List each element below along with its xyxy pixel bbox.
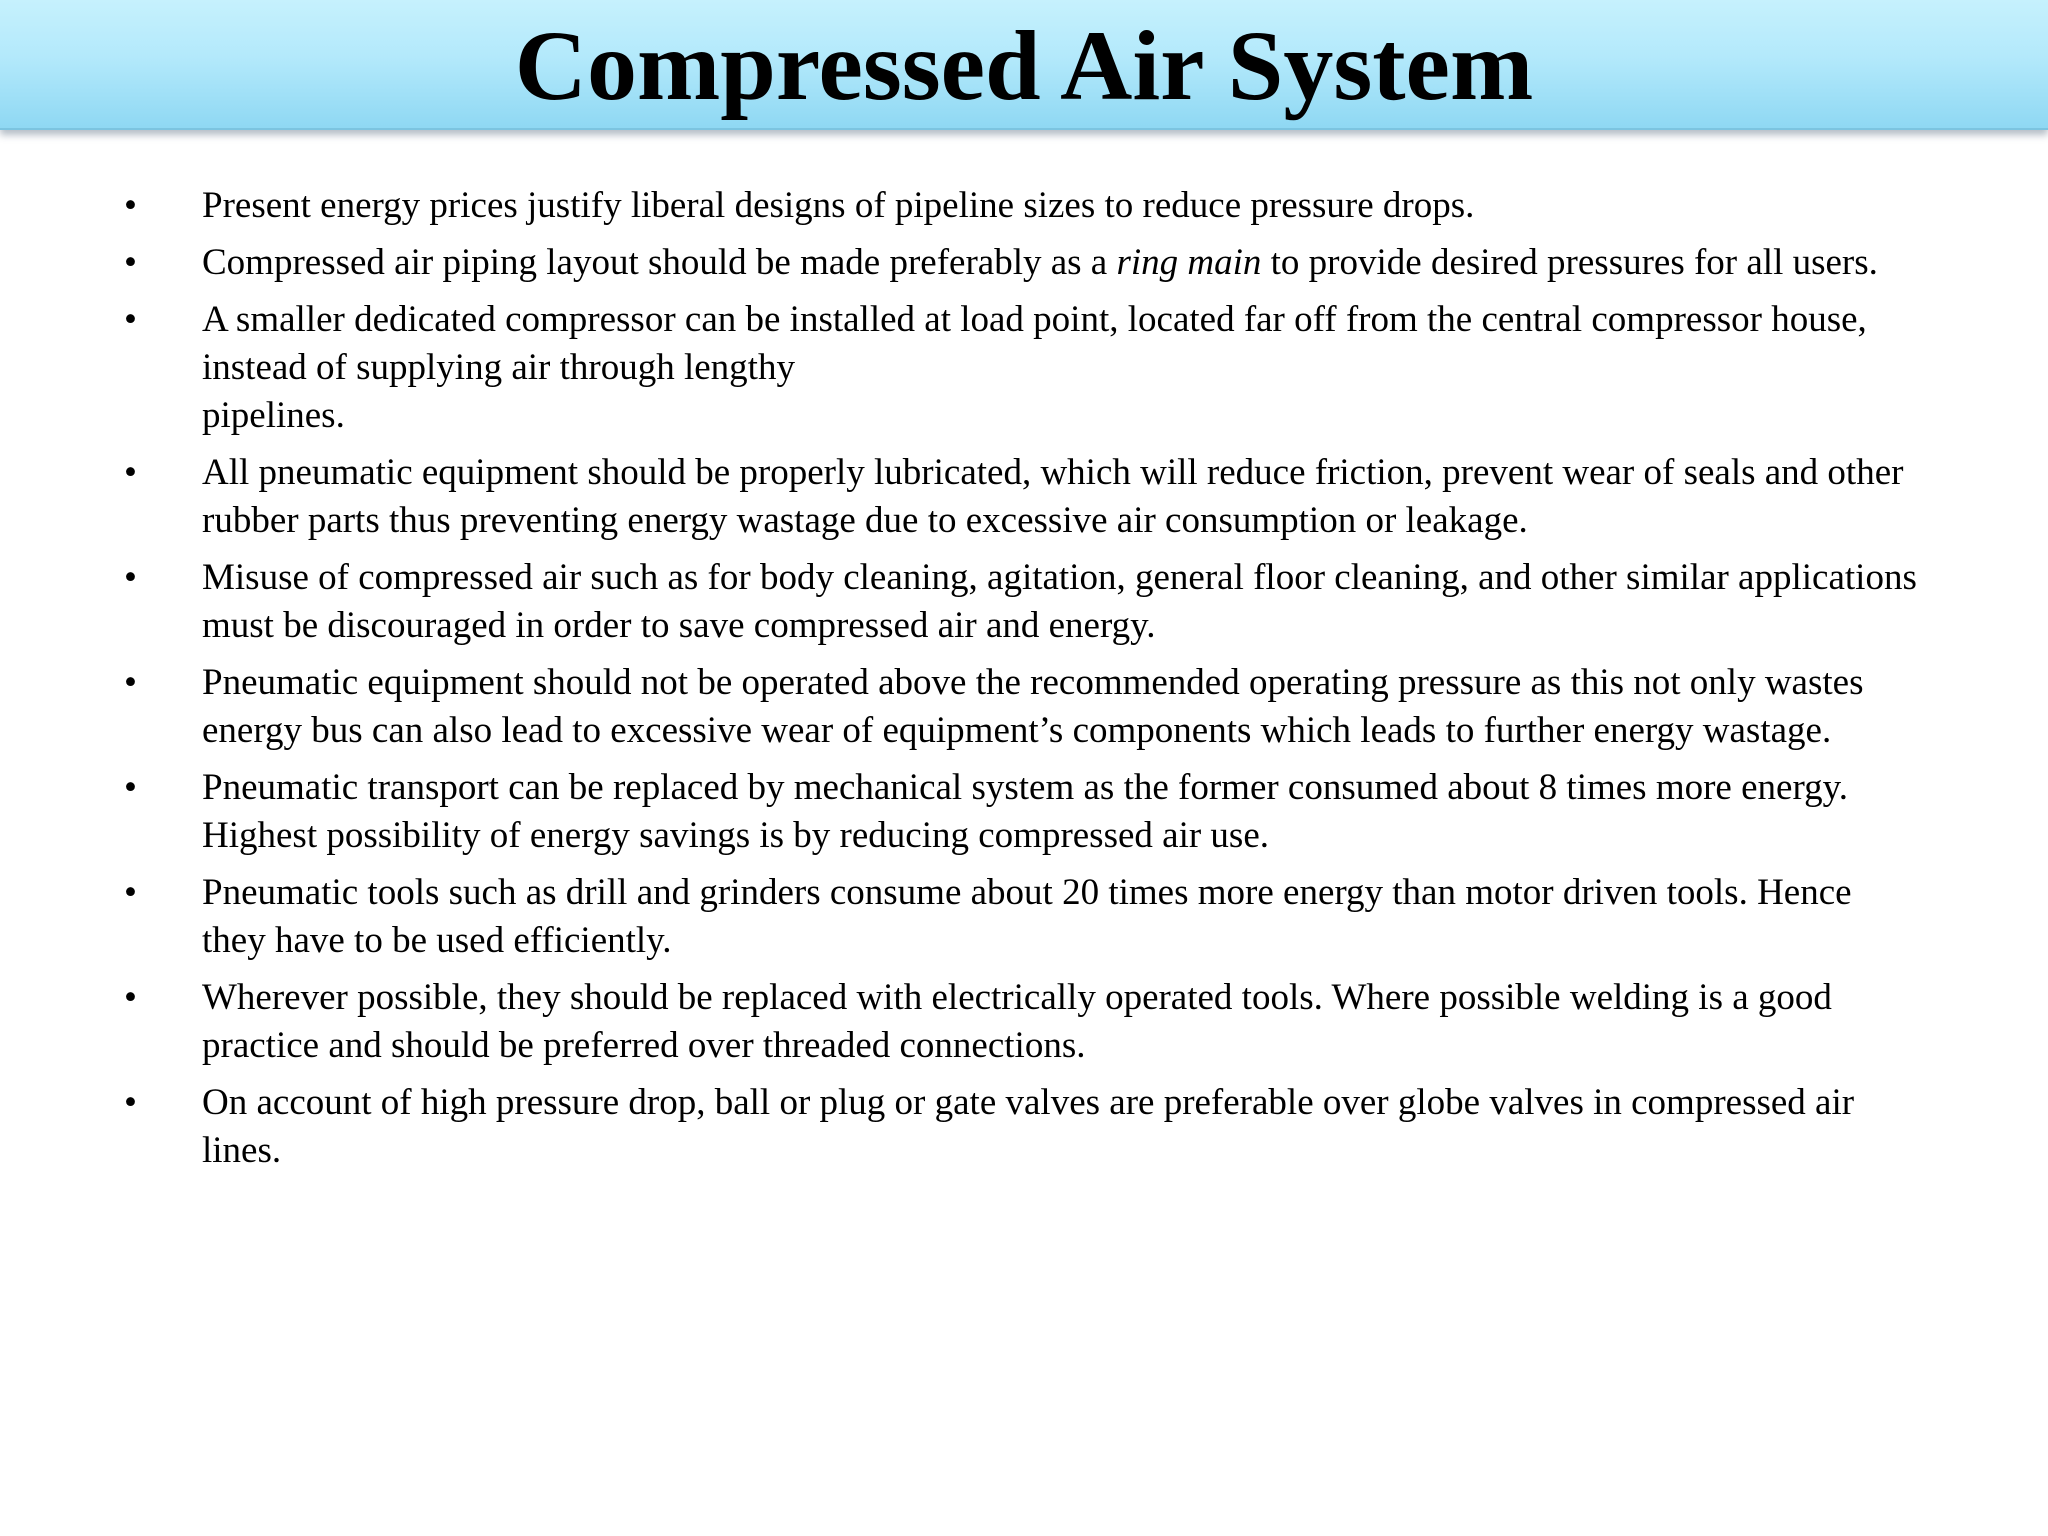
- bullet-item: [0, 659, 1922, 755]
- bullet-item: [0, 1079, 1922, 1175]
- slide-title: Compressed Air System: [514, 10, 1534, 121]
- bullet-dot-icon: •: [124, 185, 137, 226]
- bullet-text-part: Compressed air piping layout should be made preferably as a: [202, 242, 1117, 283]
- bullet-text: Pneumatic tools such as drill and grinders consume about 20 times more energy than motor driven tools. Hence they have to be used efficiently.: [202, 872, 1852, 961]
- bullet-text: Wherever possible, they should be replaced with electrically operated tools. Where possible welding is a good practice and should be preferred over threaded connections.: [202, 977, 1832, 1066]
- bullet-list: [0, 182, 2048, 1184]
- bullet-item: [0, 869, 1922, 965]
- bullet-text: Pneumatic equipment should not be operated above the recommended operating pressure as this not only wastes energy bus can also lead to excessive wear of equipment’s components which leads to further energy wastage.: [202, 662, 1864, 751]
- title-bar: [0, 0, 2048, 130]
- bullet-dot-icon: •: [124, 242, 137, 283]
- bullet-text: [202, 296, 1922, 440]
- bullet-text-italic: ring main: [1116, 242, 1262, 283]
- bullet-dot-icon: •: [124, 977, 137, 1018]
- bullet-item: [0, 554, 1922, 650]
- bullet-text: Present energy prices justify liberal designs of pipeline sizes to reduce pressure drops.: [202, 185, 1475, 226]
- bullet-item: [0, 182, 1922, 230]
- bullet-item: [0, 239, 1922, 287]
- bullet-text: All pneumatic equipment should be properly lubricated, which will reduce friction, prevent wear of seals and other rubber parts thus preventing energy wastage due to excessive air consumption or leakage.: [202, 452, 1904, 541]
- bullet-dot-icon: •: [124, 662, 137, 703]
- bullet-item: [0, 764, 1922, 860]
- bullet-text-line: pipelines.: [202, 395, 345, 436]
- bullet-dot-icon: •: [124, 557, 137, 598]
- bullet-item: [0, 296, 1922, 440]
- bullet-dot-icon: •: [124, 1082, 137, 1123]
- bullet-item: [0, 974, 1922, 1070]
- bullet-dot-icon: •: [124, 299, 137, 340]
- bullet-item: [0, 449, 1922, 545]
- bullet-dot-icon: •: [124, 872, 137, 913]
- bullet-text: Pneumatic transport can be replaced by mechanical system as the former consumed about 8 times more energy. Highest possibility of energy savings is by reducing compressed air use.: [202, 767, 1848, 856]
- bullet-text: [202, 242, 1878, 283]
- bullet-text-line: A smaller dedicated compressor can be installed at load point, located far off from the central compressor house, instead of supplying air through lengthy: [202, 299, 1867, 388]
- bullet-text: Misuse of compressed air such as for body cleaning, agitation, general floor cleaning, and other similar applications must be discouraged in order to save compressed air and energy.: [202, 557, 1917, 646]
- bullet-dot-icon: •: [124, 767, 137, 808]
- bullet-text-part: to provide desired pressures for all users.: [1261, 242, 1878, 283]
- bullet-dot-icon: •: [124, 452, 137, 493]
- bullet-text: On account of high pressure drop, ball or plug or gate valves are preferable over globe valves in compressed air lines.: [202, 1082, 1855, 1171]
